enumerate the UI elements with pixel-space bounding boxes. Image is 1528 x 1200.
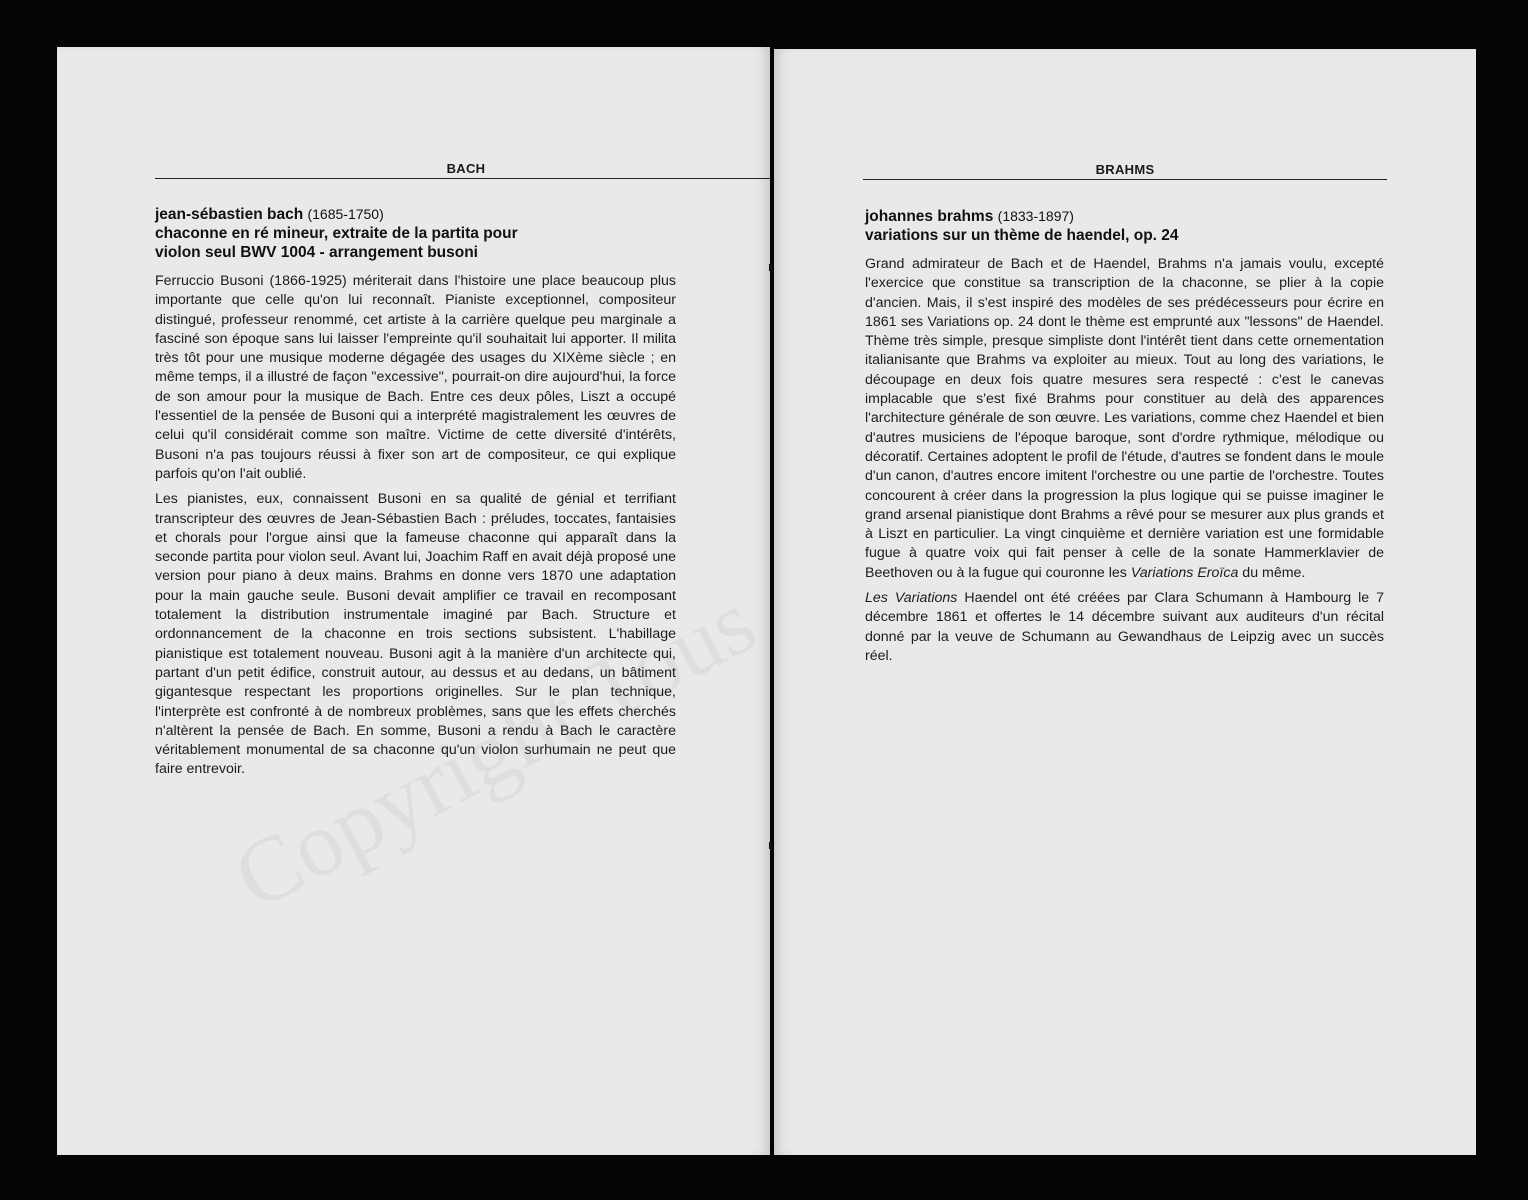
work-title-line2: violon seul BWV 1004 - arrangement busoni <box>155 244 478 261</box>
left-page <box>57 47 770 1155</box>
bach-paragraph-2: Les pianistes, eux, connaissent Busoni en sa qualité de génial et terrifiant transcripteur des œuvres de Jean-Sébastien Bach : préludes, toccates, fantaisies et chorals pour l'orgue ainsi que la fameuse chaconne qui apparaît dans la seconde partita pour violon seul. Avant lui, Joachim Raff en avait déjà proposé une version pour piano à deux mains. Brahms en donne vers 1870 une adaptation pour la main gauche seule. Busoni devait amplifier ce travail en recomposant totalement la distribution instrumentale imaginé par Bach. Structure et ordonnancement de la chaconne en trois sections subsistent. L'habillage pianistique est totalement nouveau. Busoni agit à la manière d'un architecte qui, partant d'un petit édifice, construit autour, au dessus et au dedans, un bâtiment gigantesque respectant les proportions originelles. Sur le plan technique, l'interprète est confronté à de nombreux problèmes, sans que les effets cherchés n'altèrent la pensée de Bach. En somme, Busoni a rendu à Bach le caractère véritablement monumental de sa chaconne qu'un violon surhumain ne peut que faire entrevoir. <box>155 491 676 778</box>
italic-title: Variations Eroïca <box>1130 564 1239 581</box>
composer-name: jean-sébastien bach <box>155 206 304 223</box>
work-title-line1: variations sur un thème de haendel, op. 24 <box>865 227 1179 244</box>
composer-dates: (1685-1750) <box>307 206 384 222</box>
left-page-content <box>155 205 676 786</box>
paragraph-text: Haendel ont été créées par Clara Schumann à Hambourg le 7 décembre 1861 et offertes le 14 décembre suivant aux auditeurs d'un récital donné par la veuve de Schumann au Gewandhaus de Leipzig avec un succès réel. <box>865 590 1384 664</box>
right-page <box>774 49 1476 1155</box>
brahms-heading <box>865 207 1384 245</box>
composer-name: johannes brahms <box>865 208 994 225</box>
italic-title: Les Variations <box>865 590 958 607</box>
composer-dates: (1833-1897) <box>997 208 1074 224</box>
running-head-brahms: BRAHMS <box>863 162 1387 180</box>
right-page-content <box>865 207 1384 672</box>
bach-paragraph-1: Ferruccio Busoni (1866-1925) mériterait dans l'histoire une place beaucoup plus importante que celle qu'on lui reconnaît. Pianiste exceptionnel, compositeur distingué, professeur renommé, cet artiste à la carrière quelque peu marginale a fasciné son époque sans lui laisser l'empreinte qu'il souhaitait lui apporter. Il milita très tôt pour une musique moderne dégagée des usages du XIXème siècle ; en même temps, il a illustré de façon "excessive", pourrait-on dire aujourd'hui, la force de son amour pour la musique de Bach. Entre ces deux pôles, Liszt a occupé l'essentiel de la pensée de Busoni qui a interprété magistralement les œuvres de celui qu'il considérait comme son maître. Victime de cette diversité d'intérêts, Busoni n'a pas toujours réussi à fixer son art de compositeur, ce qui explique parfois qu'on l'ait oublié. <box>155 273 676 482</box>
work-title-line1: chaconne en ré mineur, extraite de la partita pour <box>155 225 518 242</box>
staple-mark <box>769 264 772 271</box>
staple-mark <box>769 842 772 849</box>
paragraph-tail: du même. <box>1238 564 1306 581</box>
brahms-paragraph-1 <box>865 255 1384 583</box>
running-head-bach: BACH <box>155 161 770 179</box>
bach-heading <box>155 205 676 262</box>
paragraph-text: Grand admirateur de Bach et de Haendel, Brahms n'a jamais voulu, excepté l'exercice que constitue sa transcription de la chaconne, se plier à la copie d'ancien. Mais, il s'est inspiré des modèles de ses prédécesseurs pour écrire en 1861 ses Variations op. 24 dont le thème est emprunté aux "lessons" de Haendel. Thème très simple, presque simpliste dont l'intérêt tient dans cette ornementation italianisante que Brahms va exploiter au mieux. Tout au long des variations, le découpage en deux fois quatre mesures sera respecté : c'est le canevas implacable que s'est fixé Brahms pour constituer au delà des apparences l'architecture générale de son œuvre. Les variations, comme chez Haendel et bien d'autres musiciens de l'époque baroque, sont d'ordre rythmique, mélodique ou décoratif. Certaines adoptent le profil de l'étude, d'autres se fondent dans le moule d'un canon, d'autres encore imitent l'orchestre ou une partie de l'orchestre. Toutes concourent à créer dans la progression la plus logique qui se puisse imaginer le grand arsenal pianistique dont Brahms a rêvé pour se mesurer aux plus grands et à Liszt en particulier. La vingt cinquième et dernière variation est une formidable fugue à quatre voix qui fait penser à celle de la sonate Hammerklavier de Beethoven ou à la fugue qui couronne les <box>865 256 1384 581</box>
brahms-paragraph-2 <box>865 589 1384 666</box>
